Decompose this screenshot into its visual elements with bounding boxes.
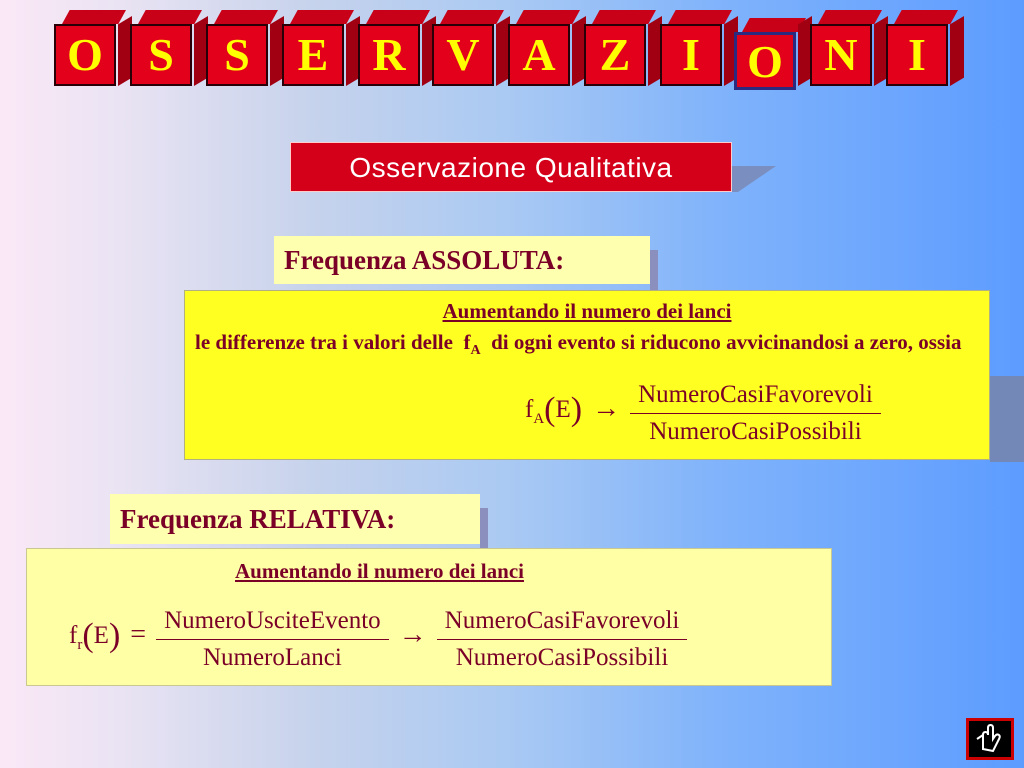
title-letter-cube <box>206 10 270 80</box>
title-letter: R <box>358 24 420 86</box>
relative-frequency-label: Frequenza RELATIVA: <box>110 494 480 544</box>
title-letter: Z <box>584 24 646 86</box>
relative-frequency-box <box>26 548 832 686</box>
title-letter-cube <box>584 10 648 80</box>
title-letter: I <box>886 24 948 86</box>
title-letter: S <box>130 24 192 86</box>
absolute-paragraph <box>185 326 989 367</box>
title-letter-cube <box>660 10 724 80</box>
title-letter: S <box>206 24 268 86</box>
title-letter: O <box>54 24 116 86</box>
absolute-text-after: di ogni evento si riducono avvicinandosi a zero, ossia <box>491 330 962 354</box>
title-letter-cube <box>282 10 346 80</box>
absolute-text-before: le differenze tra i valori delle <box>195 330 453 354</box>
arrow-icon: → <box>592 393 621 425</box>
formula-lhs: $f_A(E)$ <box>525 391 583 429</box>
label-shadow <box>650 250 658 290</box>
formula-fraction-2: $\frac{\text{NumeroCasiFavorevoli}}{\text{NumeroCasiPossibili}}$ <box>437 607 688 672</box>
title-letter-cube <box>54 10 118 80</box>
next-slide-button[interactable] <box>966 718 1014 760</box>
pointer-hand-icon <box>969 721 1011 757</box>
formula-lhs: $f_r(E)$ <box>69 617 121 655</box>
title-letter-cube <box>432 10 496 80</box>
equals-sign: = <box>130 619 147 651</box>
title-letter: A <box>508 24 570 86</box>
title-letter-cube <box>810 10 874 80</box>
title-letter-cube <box>886 10 950 80</box>
absolute-frequency-box <box>184 290 990 460</box>
title-letter-cube <box>130 10 194 80</box>
absolute-heading: Aumentando il numero dei lanci <box>442 299 732 323</box>
absolute-formula <box>525 381 881 446</box>
relative-heading-line <box>235 559 524 584</box>
arrow-icon: → <box>398 619 427 651</box>
absolute-heading-line <box>185 299 989 324</box>
title-letter: V <box>432 24 494 86</box>
banner-title: Osservazione Qualitativa <box>290 142 732 192</box>
relative-formula <box>69 607 687 672</box>
title-letter: O <box>734 32 796 90</box>
fa-symbol: $f_A$ <box>463 330 481 359</box>
box-shadow <box>990 376 1024 462</box>
title-letter: N <box>810 24 872 86</box>
label-shadow <box>480 508 488 548</box>
title-letter-cube <box>358 10 422 80</box>
formula-fraction-1: $\frac{\text{NumeroUsciteEvento}}{\text{NumeroLanci}}$ <box>156 607 389 672</box>
title-letter: E <box>282 24 344 86</box>
absolute-frequency-label: Frequenza ASSOLUTA: <box>274 236 650 284</box>
title-letter-cube <box>508 10 572 80</box>
title-letter: I <box>660 24 722 86</box>
relative-heading: Aumentando il numero dei lanci <box>235 559 524 583</box>
title-letter-cube <box>734 10 798 87</box>
formula-fraction: $\frac{\text{NumeroCasiFavorevoli}}{\text{NumeroCasiPossibili}}$ <box>630 381 881 446</box>
